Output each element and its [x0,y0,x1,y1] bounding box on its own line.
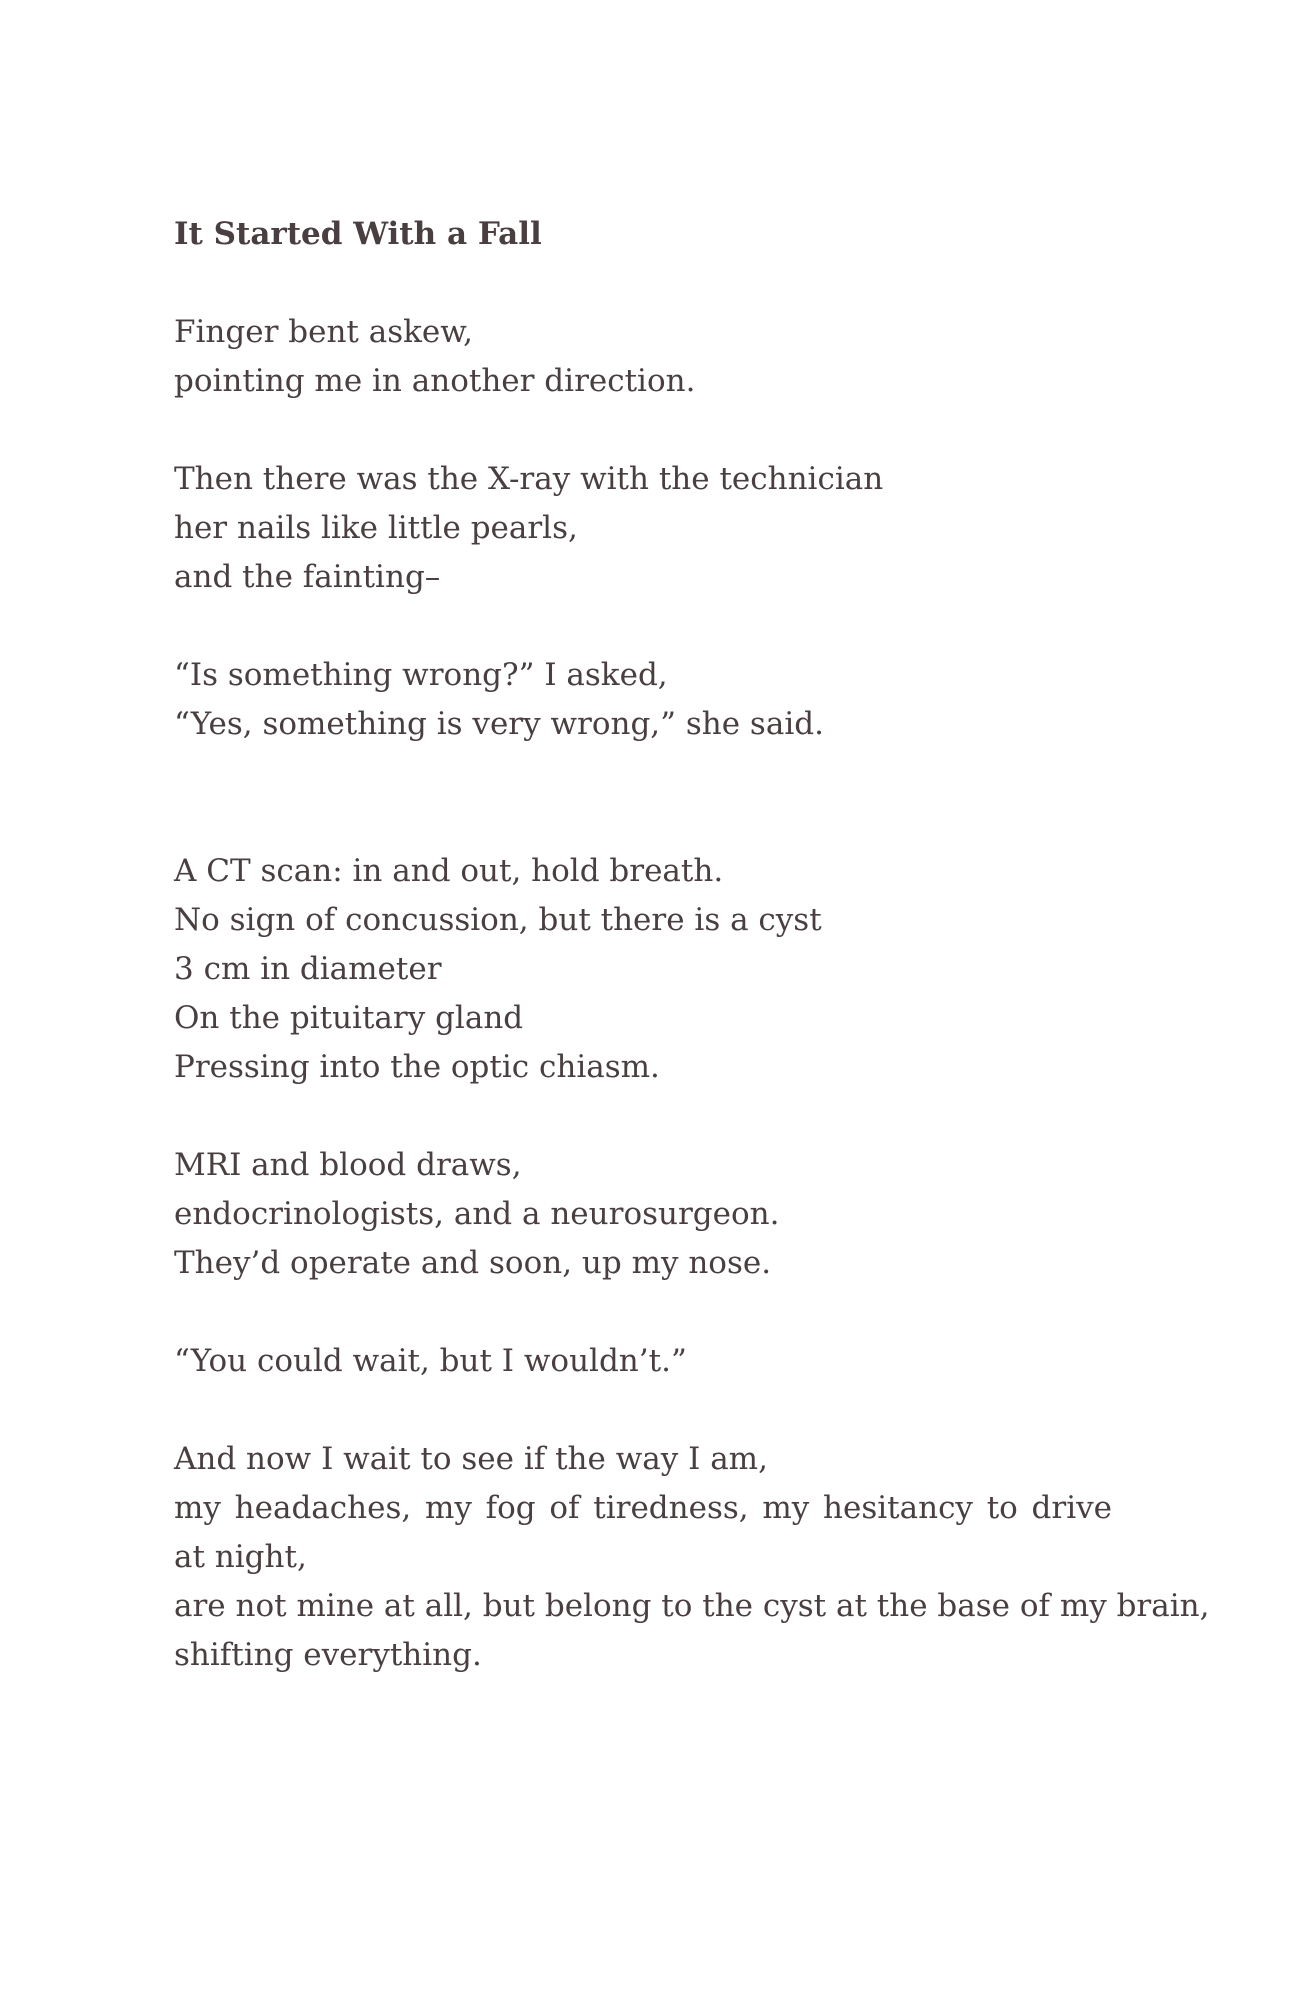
poem-line: On the pituitary gland [174,1000,524,1036]
stanza-3 [174,651,1112,749]
stanza-6 [174,1337,1112,1386]
poem-line: A CT scan: in and out, hold breath. [174,853,724,889]
poem-line: “Is something wrong?” I asked, [174,657,668,693]
stanza-1 [174,308,1112,406]
poem-line: pointing me in another direction. [174,363,696,399]
poem-line: Then there was the X-ray with the technician [174,461,884,497]
poem-line: her nails like little pearls, [174,510,578,546]
poem-line: MRI and blood draws, [174,1147,522,1183]
poem-line: shifting everything. [174,1637,482,1673]
poem-line: “Yes, something is very wrong,” she said. [174,706,824,742]
poem-line: and the fainting– [174,559,441,595]
stanza-7 [174,1435,1210,1680]
poem-line: They’d operate and soon, up my nose. [174,1245,772,1281]
poem-line: Finger bent askew, [174,314,473,350]
poem-line: are not mine at all, but belong to the cyst at the base of my brain, [174,1588,1210,1624]
poem-line: my headaches, my fog of tiredness, my hesitancy to drive at night, [174,1490,1112,1575]
poem-line: Pressing into the optic chiasm. [174,1049,660,1085]
stanza-2 [174,455,1112,602]
stanza-5 [174,1141,1112,1288]
stanza-4 [174,847,1112,1092]
poem-line: 3 cm in diameter [174,951,442,987]
poem-line: No sign of concussion, but there is a cyst [174,902,822,938]
poem [174,210,1210,1729]
poem-line: “You could wait, but I wouldn’t.” [174,1343,687,1379]
poem-line: endocrinologists, and a neurosurgeon. [174,1196,780,1232]
poem-title: It Started With a Fall [174,216,542,252]
poem-line: And now I wait to see if the way I am, [174,1441,768,1477]
